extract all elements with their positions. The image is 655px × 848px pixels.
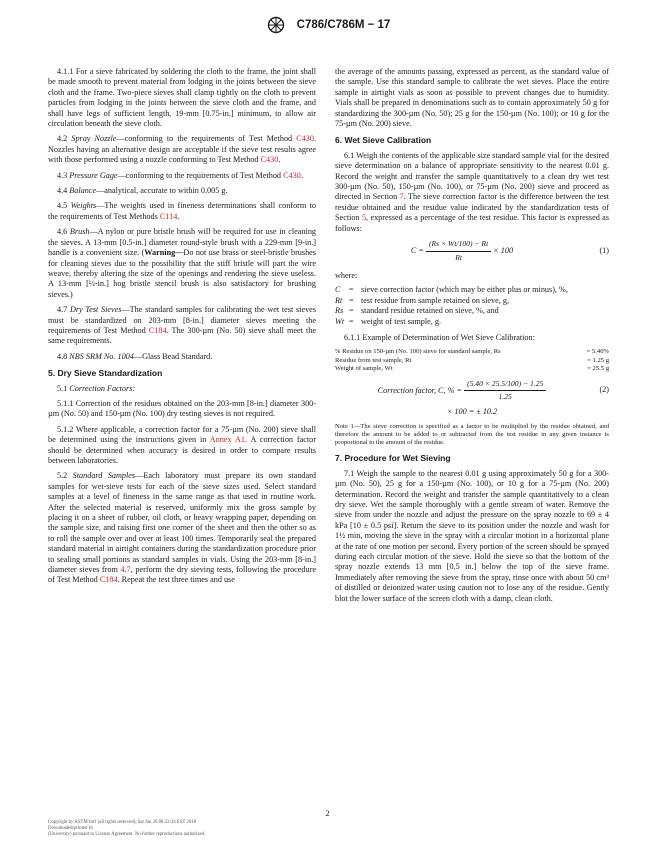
link-c184[interactable]: C184 xyxy=(99,575,118,585)
equation-2 xyxy=(335,379,609,403)
equation-1-number: (1) xyxy=(599,245,609,255)
link-section-5[interactable]: 5 xyxy=(361,213,367,223)
link-annex-a1[interactable]: Annex A1 xyxy=(209,435,246,445)
paragraph-6-1-1: 6.1.1 Example of Determination of Wet Sieve Calibration: xyxy=(344,332,535,342)
footer-line: (University) pursuant to License Agreement. No further reproductions authorized. xyxy=(48,832,206,837)
equation-1 xyxy=(335,239,609,263)
paragraph-4-3: 4.3 Pressure Gage—conforming to the requirements of Test Method C430. xyxy=(57,170,303,180)
link-c430[interactable]: C430 xyxy=(283,170,301,180)
equation-2-number: (2) xyxy=(599,385,609,395)
where-row: Rt = test residue from sample retained on sieve, g, xyxy=(335,295,510,305)
paragraph-7-1: 7.1 Weigh the sample to the nearest 0.01 g using approximately 50 g for a 300-µm (No. 50), 25 g for a 150-µm (No. 100), or 10 g for a 75-µm (No. 200) determination. Record the weight and transfer the sample quantitatively to a clean dry sieve. Wet the sample thoroughly with a gentle stream of water. Remove the sieve from under the nozzle and adjust the pressure on the spray nozzle to 69 ± 4 kPa [10 ± 0.5 psi]. Return the sieve to its position under the nozzle and wash for 1½ min, moving the sieve in the spray with a circular motion in a horizontal plane at the rate of one motion per second. Every portion of the screen should be sprayed during each circular motion of the sieve. Hold the sieve so that the bottom of the spray nozzle extends 13 mm [0.5 in.] below the top of the sieve frame. Immediately after removing the sieve from the spray, rinse once with about 50 cm³ of distilled or deionized water using caution not to lose any of the residue. Gently blot the lower surface of the screen cloth with a damp, clean cloth. xyxy=(335,468,609,603)
link-c184[interactable]: C184 xyxy=(148,325,167,335)
equation-2-fraction xyxy=(464,379,546,403)
link-c114[interactable]: C114 xyxy=(159,211,178,221)
paragraph-4-4: 4.4 Balance—analytical, accurate to within 0.005 g. xyxy=(57,186,228,196)
example-row: Weight of sample, Wt = 25.5 g xyxy=(335,365,609,373)
footer-line: Downloaded/printed by xyxy=(48,826,94,831)
right-column xyxy=(335,67,609,609)
link-c430[interactable]: C430 xyxy=(260,155,279,165)
equation-2-lhs: Correction factor, C, % = xyxy=(377,385,463,395)
paragraph-5-2: 5.2 Standard Samples—Each laboratory must prepare its own standard samples for wet-sieve tests for each of the sieve sizes used. Select standard samples at a level of fineness in the same range as that used in routine work. After the selected material is reserved, uniformly mix the gross sample by placing it on a sheet of rubber, oil cloth, or heavy wrapping paper, depending on the sample size, and raising first one corner of the sheet and then the other so as to roll the sample over and over at least 100 times. Temporarily seal the prepared standard material in airtight containers during the standardization procedure prior to sealing small portions as standard samples in vials. Using the 203-mm [8-in.] diameter sieves from 4.7, perform the dry sieving tests, following the procedure of Test Method C184. Repeat the test three times and use xyxy=(48,471,316,585)
example-values xyxy=(335,348,609,373)
paragraph-5-1-2: 5.1.2 Where applicable, a correction factor for a 75-µm (No. 200) sieve shall be determined using the instructions given in Annex A1. A correction factor should be determined when accuracy is desired in order to compare results between laboratories. xyxy=(48,424,316,465)
link-section-4-7[interactable]: 4.7 xyxy=(120,565,131,575)
paragraph-5-2-continued: the average of the amounts passing, expressed as percent, as the standard value of the sample. Use this standard sample to calibrate the wet sieves. Place the entire sample in airtight vials as soon as possible to prevent changes due to humidity. Vials shall be prepared in denominations such as to contain approximately 50 g for standardizing the 300-µm (No. 50); 25 g for the 150-µm (No. 100); or 10 g for the 75-µm (No. 200) sieve. xyxy=(335,67,609,129)
where-list xyxy=(335,285,609,327)
document-header xyxy=(0,16,655,34)
equation-1-denominator: Rt xyxy=(455,252,462,262)
paragraph-4-1-1: 4.1.1 For a sieve fabricated by soldering the cloth to the frame, the joint shall be made smooth to prevent material from lodging in the joints between the sieve cloth and the frame. Two-piece sieves shall clamp tightly on the cloth to prevent particles from lodging in the joints between the sieve cloth and the frame, and shall have legs of sufficient length, 19-mm [0.75-in.] minimum, to allow air circulation beneath the sieve cloth. xyxy=(48,67,316,129)
footer xyxy=(48,820,608,838)
equation-2-numerator: (5.40 × 25.5/100) − 1.25 xyxy=(464,379,546,391)
section-7-heading: 7. Procedure for Wet Sieving xyxy=(335,453,451,464)
footer-line: Copyright by ASTM Int'l (all rights reserved); Sat Jan 20 08:23:34 EST 2018 xyxy=(48,820,197,825)
astm-logo-icon xyxy=(265,16,287,34)
paragraph-5-1-1: 5.1.1 Correction of the residues obtained on the 203-mm [8-in.] diameter 300-µm (No. 50) and 150-µm (No. 100) dry testing sieves is not required. xyxy=(48,398,316,419)
left-column xyxy=(48,67,316,591)
where-label: where: xyxy=(335,270,358,280)
equation-1-numerator: (Rs × Wt/100) − Rt xyxy=(426,239,491,251)
link-section-7[interactable]: 7 xyxy=(399,192,404,202)
paragraph-4-2: 4.2 Spray Nozzle—conforming to the requirements of Test Method C430. Nozzles having an alternative design are acceptable if the sieve test results agree with those performed using a nozzle conforming to Test Method C430. xyxy=(48,134,317,165)
equation-2-denominator: 1.25 xyxy=(498,391,512,401)
example-row: Residue from test sample, Rt = 1.25 g xyxy=(335,356,609,364)
example-row: % Residue on 150-µm (No. 100) sieve for standard sample, Rs = 5.40% xyxy=(335,348,609,356)
equation-1-fraction xyxy=(426,239,491,263)
page-number: 2 xyxy=(325,808,330,818)
paragraph-5-1: 5.1 Correction Factors: xyxy=(57,383,136,393)
equation-1-rhs: × 100 xyxy=(493,245,514,255)
where-row: Wt = weight of test sample, g. xyxy=(335,316,442,326)
section-6-heading: 6. Wet Sieve Calibration xyxy=(335,135,432,146)
equation-1-lhs: C = xyxy=(410,245,424,255)
paragraph-4-6: 4.6 Brush—A nylon or pure bristle brush will be required for use in cleaning the sieves. A 13-mm [0.5-in.] diameter round-style brush with a 229-mm [9-in.] handle is a convenient size. (Warning—Do not use brass or steel-bristle brushes for cleaning sieves due to the possibility that the stiff bristle will part the wire weave, thereby altering the size of the openings and rendering the sieve useless. A 13-mm [½-in.] hog bristle stencil brush is also satisfactory for brushing sieves.) xyxy=(48,227,317,299)
where-row: C = sieve correction factor (which may be either plus or minus), %, xyxy=(335,285,568,295)
link-c430[interactable]: C430 xyxy=(296,134,314,144)
where-row: Rs = standard residue retained on sieve, %, and xyxy=(335,306,499,316)
document-designation: C786/C786M − 17 xyxy=(296,19,391,32)
equation-2-result: × 100 = ± 10.2 xyxy=(446,407,498,417)
paragraph-4-7: 4.7 Dry Test Sieves—The standard samples for calibrating the wet test sieves must be standardized on 203-mm [8-in.] diameter sieves meeting the requirements of Test Method C184. The 300-µm (No. 50) sieve shall meet the same requirements. xyxy=(48,305,317,346)
paragraph-4-8: 4.8 NBS SRM No. 1004—Glass Bead Standard. xyxy=(57,351,213,361)
paragraph-6-1: 6.1 Weigh the contents of the applicable size standard sample vial for the desired sieve determination on a balance of appropriate sensitivity to the nearest 0.01 g. Record the weight and transfer the sample quantitatively to a clean dry wet test 300-µm (No. 50), 150-µm (No. 100), or 75-µm (No. 200) sieve and proceed as directed in Section 7. The sieve correction factor is the difference between the test residue obtained and the residue value indicated by the standardization tests of Section 5, expressed as a percentage of the test residue. This factor is expressed as follows: xyxy=(335,150,609,233)
section-5-heading: 5. Dry Sieve Standardization xyxy=(48,368,163,379)
note-1: Note 1—The sieve correction is specified as a factor to be multiplied by the residue obtained, and therefore the amount to be added to or subtracted from the test residue in any given instance is proportional to the amount of the residue. xyxy=(335,422,609,447)
paragraph-4-5: 4.5 Weights—The weights used in fineness determinations shall conform to the requirements of Test Methods C114. xyxy=(48,201,316,221)
